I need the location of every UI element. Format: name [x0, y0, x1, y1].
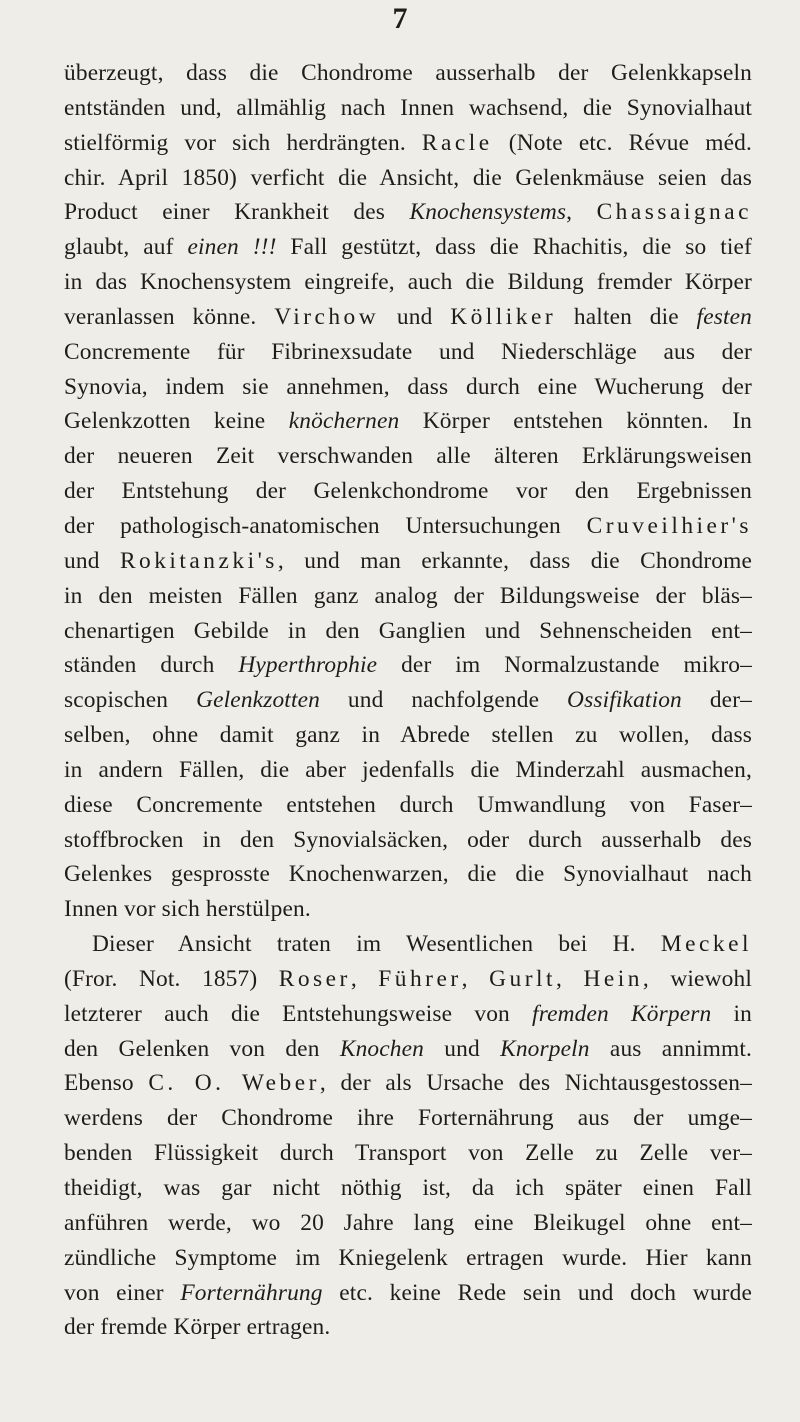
spaced-name: Cruveilhier's [586, 512, 752, 539]
text-run: (Fror. Not. 1857) [64, 965, 279, 992]
text-run: und [424, 1035, 501, 1062]
spaced-name: Kölliker [450, 303, 557, 330]
text-run: in andern Fällen, die aber jedenfalls die Minderzahl ausmachen, [64, 756, 752, 783]
text-run: in das Knochensystem eingreife, auch die Bildung fremder Körper [64, 269, 752, 296]
text-run: Gelenkzotten keine [64, 408, 289, 435]
text-run: , [566, 199, 597, 226]
text-line [64, 788, 752, 823]
italic-text: Ossifikation [567, 687, 682, 714]
text-run: in [711, 1000, 753, 1027]
text-run: Product einer Krankheit des [64, 199, 410, 226]
text-run: anführen werde, wo 20 Jahre lang eine Bleikugel ohne ent– [64, 1209, 752, 1236]
text-line [64, 300, 752, 335]
text-line [64, 718, 752, 753]
text-run: , [461, 965, 490, 992]
text-line [64, 335, 752, 370]
spaced-name: C. O. Weber [148, 1070, 320, 1097]
text-run: der fremde Körper ertragen. [64, 1314, 331, 1341]
text-run: und [64, 547, 120, 574]
italic-text: fremden Körpern [532, 1000, 712, 1027]
text-line [64, 56, 752, 91]
text-run: scopischen [64, 687, 197, 714]
text-line [64, 648, 752, 683]
text-run: entständen und, allmählig nach Innen wachsend, die Synovialhaut [64, 94, 752, 121]
text-run: halten die [556, 303, 697, 330]
text-line [64, 892, 752, 927]
text-line [64, 370, 752, 405]
spaced-name: Racle [421, 129, 493, 156]
text-run: werdens der Chondrome ihre Forternährung aus der umge– [64, 1105, 752, 1132]
text-run: diese Concremente entstehen durch Umwandlung von Faser– [64, 791, 752, 818]
spaced-name: Führer [378, 965, 462, 992]
text-line [64, 1136, 752, 1171]
text-run: Concremente für Fibrinexsudate und Niederschläge aus der [64, 338, 752, 365]
text-run: , [350, 965, 379, 992]
text-run: Körper entstehen könnten. In [399, 408, 752, 435]
page-number: 7 [392, 2, 408, 35]
text-line [64, 683, 752, 718]
text-run: und nachfolgende [319, 687, 568, 714]
text-run: Dieser Ansicht traten im Wesentlichen bei H. [92, 931, 661, 958]
text-line [64, 474, 752, 509]
text-run: chenartigen Gebilde in den Ganglien und Sehnenscheiden ent– [64, 617, 752, 644]
text-line [64, 126, 752, 161]
text-run: überzeugt, dass die Chondrome ausserhalb der Gelenkkapseln [64, 60, 752, 86]
italic-text: Hyperthrophie [238, 652, 378, 679]
text-run: zündliche Symptome im Kniegelenk ertragen wurde. Hier kann [64, 1244, 752, 1271]
text-run: (Note etc. Révue méd. [492, 129, 752, 156]
text-run: benden Flüssigkeit durch Transport von Zelle zu Zelle ver– [64, 1140, 752, 1167]
text-run: glaubt, auf [64, 234, 188, 261]
italic-text: festen [696, 303, 753, 330]
text-line [64, 927, 752, 962]
text-line [64, 1066, 752, 1101]
text-line [64, 404, 752, 439]
text-line [64, 614, 752, 649]
text-run: der pathologisch-anatomischen Untersuchungen [64, 512, 587, 539]
italic-text: Knochensystems [409, 199, 567, 226]
text-run: , wiewohl [642, 965, 752, 992]
italic-text: einen !!! [187, 234, 277, 261]
text-line [64, 91, 752, 126]
text-run: von einer [64, 1279, 181, 1306]
text-line [64, 439, 752, 474]
text-run: in den meisten Fällen ganz analog der Bildungsweise der bläs– [64, 582, 752, 609]
text-line [64, 753, 752, 788]
text-run: veranlassen könne. [64, 303, 275, 330]
spaced-name: Gurlt [489, 965, 556, 992]
spaced-name: Rokitanzki's [119, 547, 278, 574]
text-line [64, 1101, 752, 1136]
text-run: ständen durch [64, 652, 239, 679]
italic-text: Knorpeln [500, 1035, 590, 1062]
text-run: chir. April 1850) verficht die Ansicht, die Gelenkmäuse seien das [64, 164, 752, 191]
text-line [64, 1276, 752, 1311]
text-line [64, 1171, 752, 1206]
text-line [64, 195, 752, 230]
spaced-name: Meckel [660, 931, 752, 958]
text-line [64, 1241, 752, 1276]
text-line [64, 579, 752, 614]
text-line [64, 823, 752, 858]
text-run: der im Normalzustande mikro– [377, 652, 752, 679]
italic-text: Forternährung [180, 1279, 323, 1306]
text-line [64, 544, 752, 579]
text-run: Synovia, indem sie annehmen, dass durch eine Wucherung der [64, 373, 752, 400]
text-run: selben, ohne damit ganz in Abrede stellen zu wollen, dass [64, 722, 752, 749]
text-run: der– [681, 687, 752, 714]
text-line [64, 509, 752, 544]
text-line [64, 230, 752, 265]
text-run: theidigt, was gar nicht nöthig ist, da ich später einen Fall [64, 1175, 752, 1201]
text-run: , und man erkannte, dass die Chondrome [277, 547, 752, 574]
text-run: stielförmig vor sich herdrängten. [64, 129, 422, 156]
text-run: stoffbrocken in den Synovialsäcken, oder durch ausserhalb des [64, 826, 752, 853]
italic-text: knöchernen [288, 408, 400, 435]
text-run: und [379, 303, 451, 330]
text-line [64, 161, 752, 196]
spaced-name: Virchow [274, 303, 380, 330]
text-run: , [555, 965, 584, 992]
text-run: den Gelenken von den [64, 1035, 340, 1062]
text-run: der neueren Zeit verschwanden alle älteren Erklärungsweisen [64, 443, 752, 470]
italic-text: Knochen [339, 1035, 425, 1062]
text-line [64, 962, 752, 997]
text-run: , der als Ursache des Nichtausgestossen– [319, 1070, 752, 1097]
italic-text: Gelenkzotten [196, 687, 320, 714]
text-run: etc. keine Rede sein und doch wurde [322, 1279, 753, 1306]
text-run: aus annimmt. [589, 1035, 752, 1062]
text-line [64, 997, 752, 1032]
text-line [64, 1206, 752, 1241]
text-run: der Entstehung der Gelenkchondrome vor den Ergebnissen [64, 478, 752, 505]
text-line [64, 1310, 752, 1345]
spaced-name: Hein [583, 965, 643, 992]
text-run: Fall gestützt, dass die Rhachitis, die so tief [276, 234, 752, 261]
text-line [64, 265, 752, 300]
body-text [64, 56, 752, 1345]
text-line [64, 1032, 752, 1067]
spaced-name: Roser [278, 965, 351, 992]
text-line [64, 857, 752, 892]
text-run: Ebenso [64, 1070, 149, 1097]
text-run: Gelenkes gesprosste Knochenwarzen, die die Synovialhaut nach [64, 861, 752, 888]
spaced-name: Chassaignac [596, 199, 752, 226]
text-run: Innen vor sich herstülpen. [64, 896, 311, 923]
text-run: letzterer auch die Entstehungsweise von [64, 1000, 533, 1027]
